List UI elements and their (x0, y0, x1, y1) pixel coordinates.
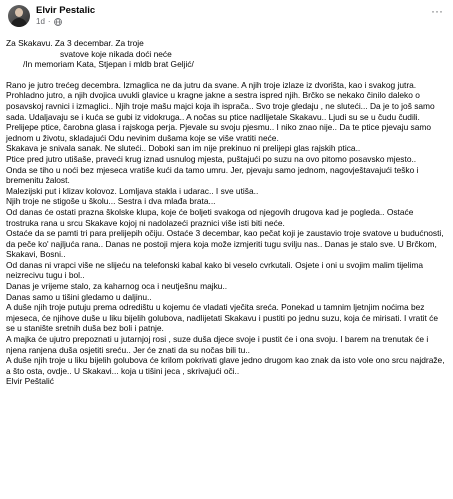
post-body (6, 38, 446, 387)
intro-line-3: /In memoriam Kata, Stjepan i mldb brat Geljić/ (23, 59, 194, 70)
meta-separator: · (47, 17, 51, 26)
avatar[interactable] (8, 5, 30, 27)
avatar-body (11, 18, 27, 27)
paragraph: Ostaće da se pamti tri para prelijepih očiju. Ostaće 3 decembar, kao pečat koji je zaustavio troje svatove u budućnosti, da peče ko' najljuća rana.. Danas ne postoji mjera koja može izmjeriti tugu svilju nas.. Danas je stalo sve. U Brčkom, Skakavi, Bosni.. (6, 228, 444, 260)
post-meta (36, 17, 62, 27)
paragraph: Danas je vrijeme stalo, za kaharnog oca i neutješnu majku.. (6, 281, 228, 292)
paragraph: A duše njih troje putuju prema odredištu u kojemu će vladati vječita sreća. Ponekad u tamnim ljetnjim noćima bez mjeseca, će njihove duše u liku bijelih golubova, nadlijetati Skakavu i pustiti po jednu suzu, koja će mirisati. I vratit će se u stanište sretnih duša bez boli i patnje. (6, 302, 439, 334)
post-time[interactable]: 1d (36, 17, 45, 26)
paragraph: Od danas ni vrapci više ne slijeću na telefonski kabal kako bi veselo cvrkutali. Osjete i oni u svojim malim tijelima neizrecivu tugu i bol.. (6, 259, 424, 281)
paragraph: A majka će ujutro prepoznati u jutarnjoj rosi , suze duša djece svoje i pustit će i ona svoju. I barem na trenutak će i njena ranjena duša osjetiti sreću.. Jer će znati da su nočas bili tu.. (6, 334, 429, 355)
paragraph: Malezijski put i klizav kolovoz. Lomljava stakla i udarac.. I sve utiša.. (6, 185, 259, 196)
avatar-head (15, 8, 23, 17)
paragraph: Njih troje ne stigoše u školu... Sestra i dva mlađa brata... (6, 196, 216, 207)
author-name[interactable]: Elvir Pestalic (36, 5, 96, 16)
paragraph: Onda se tiho u noći bez mjeseca vratiše kući da tamo umru. Jer, pjevaju samo jednom, nagovještavajući teško i bremenitu žalost. (6, 164, 419, 186)
intro-line-2: svatove koje nikada doći neće (60, 48, 172, 59)
more-options-icon[interactable]: ··· (431, 4, 443, 18)
signature: Elvir Peštalić (6, 376, 54, 387)
post-header (8, 5, 445, 33)
globe-icon (54, 18, 62, 26)
paragraph: Danas samo u tišini gledamo u daljinu.. (6, 291, 152, 302)
intro-line-1: Za Skakavu. Za 3 decembar. Za troje (6, 38, 144, 48)
paragraph-gap (6, 70, 446, 80)
paragraph: Skakava je snivala sanak. Ne sluteći.. Doboki san im nije prekinuo ni prelijepi glas rajskih ptica.. (6, 143, 361, 154)
paragraph: Ptice pred jutro utišaše, praveći krug iznad usnulog mjesta, puštajući po suzu na ovo pitomo posavsko mjesto.. (6, 153, 417, 164)
paragraph: A duše njih troje u liku bijelih golubova će krilom pokrivati glave jedno drugom kao znak da isto vole ono srcu najdraže, a što osta, ovdje.. U Skakavi... koja u tišini jeca , skrivajući oči.. (6, 355, 445, 376)
paragraph: Rano je jutro trećeg decembra. Izmaglica ne da jutru da svane. A njih troje izlaze iz dvorišta, kao i svakog jutra. Prohladno jutro, a njih dvojica uvukli glavice u kragne jakne a sestra ispred njih. Brčko se nekako činilo daleko o posavskoj ravnici i izmaglici.. Njih troje mašu majci koja ih isprača.. Svo troje gledaju , ne sluteći... Da je to još samo sada. Udaljavaju se i kuća se gubi iz vidokruga.. A nočas su ptice nadlijetale Skakavu.. Ljudi su se u čudu čudili. Prelijepe ptice, čarobna glasa i rajskoga perja. Pjevale su svoju pjesmu.. I niko znao nije.. Da te ptice pjevaju samo jednom u životu, skladajući Odu nevinim dušama koje se više vratiti neće. (6, 79, 435, 143)
paragraph: Od danas će ostati prazna školske klupa, koje će bolјeti svakoga od njegovih drugova kad je pogleda.. Ostaće trostruka rana u srcu Skakave kojoj ni nadolazeći praznici više isti biti neće. (6, 206, 414, 228)
